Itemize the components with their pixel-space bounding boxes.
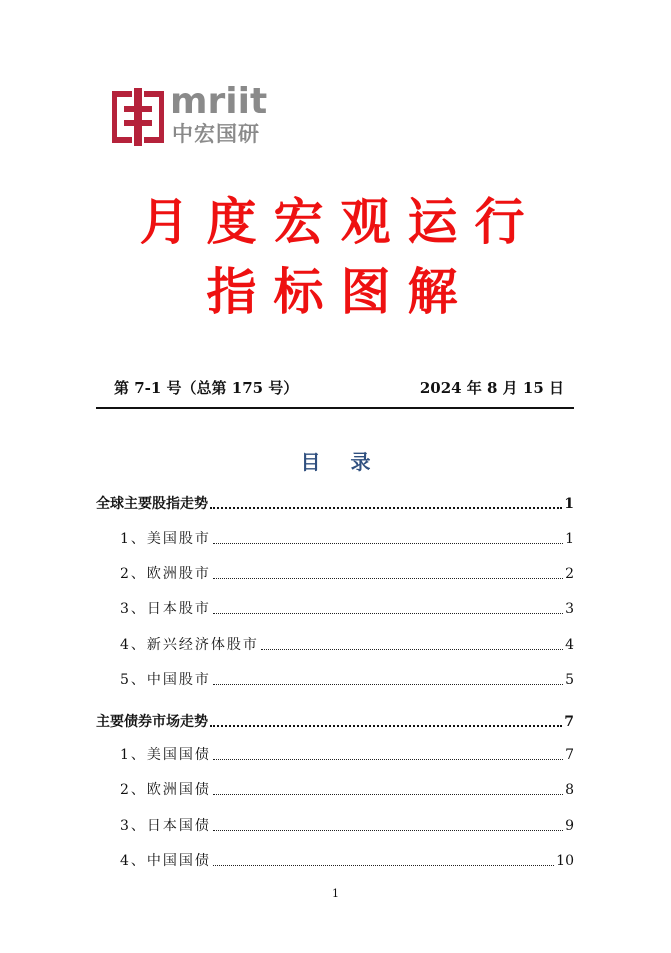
toc-leader-dots <box>213 794 563 795</box>
toc-section-label: 全球主要股指走势 <box>96 496 208 512</box>
toc-leader-dots <box>213 613 563 614</box>
toc-item-china-bonds[interactable] <box>120 847 574 871</box>
toc-item-label: 3、日本国债 <box>120 818 211 834</box>
toc-page-number: 5 <box>565 672 574 688</box>
mriit-logo-mark-icon <box>112 86 164 146</box>
toc-leader-dots <box>210 507 562 509</box>
toc-leader-dots <box>261 649 563 650</box>
toc-item-us-stocks[interactable] <box>120 525 574 549</box>
logo-chinese-text: 中宏国研 <box>172 122 260 146</box>
issue-number: 第 7-1 号（总第 175 号） <box>114 379 299 397</box>
toc-page-number: 9 <box>565 818 574 834</box>
toc-leader-dots <box>213 865 554 866</box>
toc-page-number: 7 <box>565 747 574 763</box>
header-divider <box>96 407 574 409</box>
issue-date: 2024 年 8 月 15 日 <box>419 379 564 397</box>
report-title-line-1: 月度宏观运行 <box>139 193 542 251</box>
toc-page-number: 1 <box>565 531 574 547</box>
mriit-logo <box>112 81 272 148</box>
page-number-footer: 1 <box>332 887 339 900</box>
toc-leader-dots <box>213 684 563 685</box>
logo-english-text: mriit <box>170 81 268 122</box>
toc-item-us-bonds[interactable] <box>120 741 574 765</box>
report-title-line-2: 指标图解 <box>206 263 475 321</box>
toc-page-number: 2 <box>565 566 574 582</box>
toc-item-china-stocks[interactable] <box>120 666 574 690</box>
toc-item-label: 3、日本股市 <box>120 601 211 617</box>
toc-item-japan-bonds[interactable] <box>120 812 574 836</box>
toc-item-emerging-stocks[interactable] <box>120 631 574 655</box>
toc-section-global-stocks[interactable] <box>96 490 574 514</box>
toc-leader-dots <box>213 543 563 544</box>
toc-page-number: 3 <box>565 601 574 617</box>
toc-item-label: 2、欧洲股市 <box>120 566 211 582</box>
toc-item-label: 1、美国股市 <box>120 531 211 547</box>
toc-section-label: 主要债券市场走势 <box>96 714 208 730</box>
toc-item-japan-stocks[interactable] <box>120 595 574 619</box>
toc-item-label: 4、中国国债 <box>120 853 211 869</box>
toc-leader-dots <box>213 578 563 579</box>
toc-page-number: 4 <box>565 637 574 653</box>
toc-item-europe-stocks[interactable] <box>120 560 574 584</box>
toc-page-number: 1 <box>564 496 574 512</box>
toc-heading: 目录 <box>300 450 401 474</box>
issue-info-row <box>96 374 574 402</box>
toc-leader-dots <box>213 830 563 831</box>
toc-page-number: 7 <box>564 714 574 730</box>
toc-item-label: 4、新兴经济体股市 <box>120 637 259 653</box>
toc-page-number: 10 <box>556 853 574 869</box>
toc-item-europe-bonds[interactable] <box>120 776 574 800</box>
toc-leader-dots <box>210 725 562 727</box>
toc-section-bond-markets[interactable] <box>96 708 574 732</box>
toc-item-label: 5、中国股市 <box>120 672 211 688</box>
toc-item-label: 1、美国国债 <box>120 747 211 763</box>
toc-leader-dots <box>213 759 563 760</box>
toc-page-number: 8 <box>565 782 574 798</box>
toc-item-label: 2、欧洲国债 <box>120 782 211 798</box>
